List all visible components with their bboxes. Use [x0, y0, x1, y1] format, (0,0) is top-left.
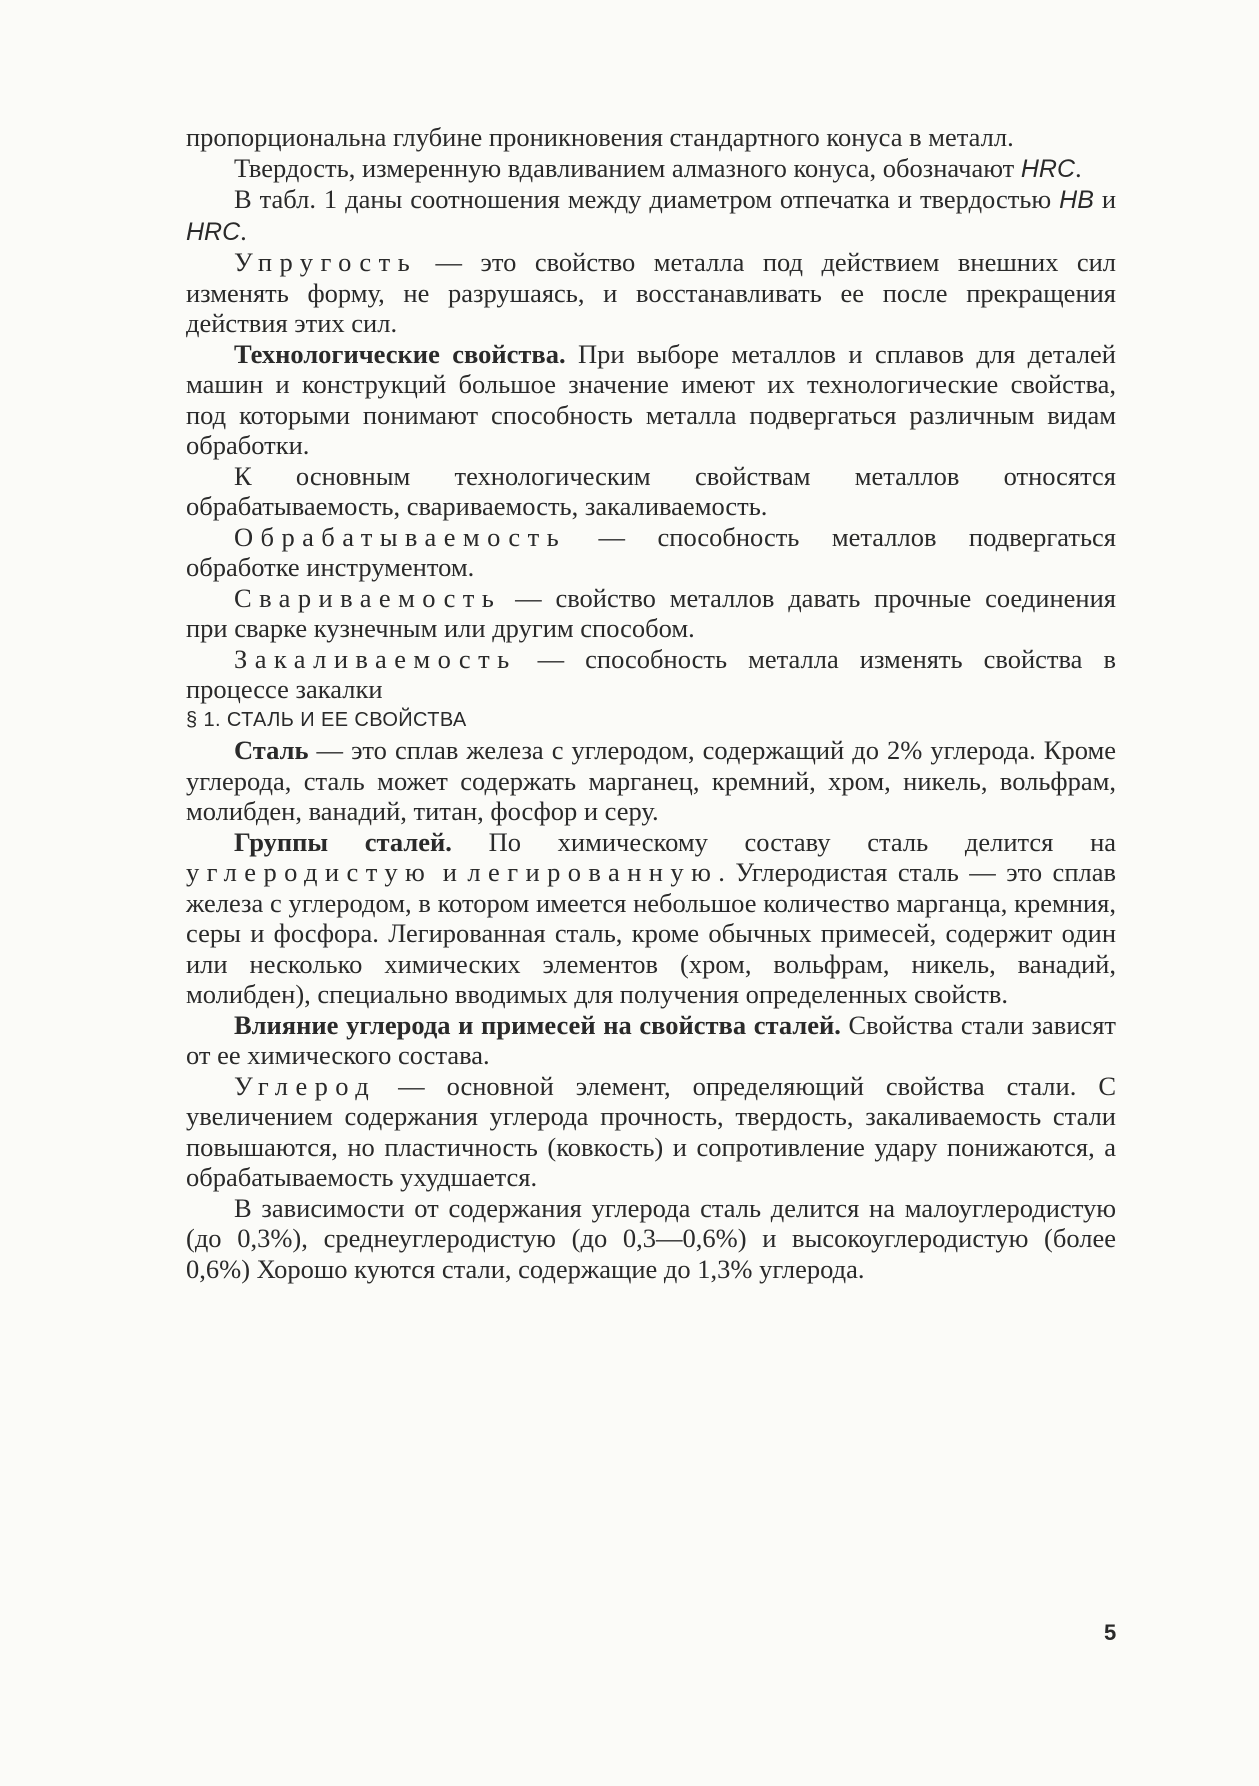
bold-lead: Технологические свойства. — [234, 338, 566, 369]
paragraph-text: — это свойство металла под действием внешних сил изменять форму, не разрушаясь, и восстанавливать ее после прекращения действия этих сил. — [186, 247, 1116, 338]
paragraph-text: По химическому составу сталь делится на — [451, 826, 1117, 857]
paragraph-text: пропорциональна глубине проникновения стандартного конуса в металл. — [186, 122, 1014, 152]
punctuation: . — [1075, 152, 1082, 183]
term-machinability: Обрабатываемость — [234, 521, 567, 552]
paragraph-text: К основным технологическим свойствам металлов относятся обрабатываемость, свариваемость, закаливаемость. — [186, 460, 1116, 521]
term-elasticity: Упругость — [234, 247, 418, 277]
paragraph-text: — основной элемент, определяющий свойства стали. С увеличением содержания углерода прочность, твердость, закаливаемость стали повышаются, но пластичность (ковкость) и сопротивление удару понижаются, а обрабатываемость ухудшается. — [186, 1070, 1116, 1192]
paragraph-table-ref — [186, 184, 1116, 247]
paragraph-hrc — [186, 153, 1116, 185]
paragraph-text: Свойства стали зависят от ее химического состава. — [186, 1009, 1116, 1070]
paragraph-main-tech-properties — [186, 461, 1116, 522]
paragraph-weldability — [186, 583, 1116, 644]
paragraph-steel-groups — [186, 827, 1116, 1010]
symbol-hrc: HRC — [186, 217, 241, 246]
term-hardenability: Закаливаемость — [234, 643, 517, 674]
paragraph-text: В зависимости от содержания углерода сталь делится на малоуглеродистую (до 0,3%), среднеуглеродистую (до 0,3—0,6%) и высокоуглеродистую (более 0,6%) Хорошо куются стали, содержащие до 1,3% углерода. — [186, 1192, 1116, 1284]
paragraph-elasticity — [186, 247, 1116, 339]
bold-lead: Группы сталей. — [234, 826, 452, 857]
paragraph-text: . Углеродистая сталь — это сплав железа с углеродом, в котором имеется небольшое количество марганца, кремния, серы и фосфора. Легированная сталь, кроме обычных примесей, содержит один или несколько химических элементов (хром, вольфрам, никель, ванадий, молибден), специально вводимых для получения определенных свойств. — [186, 857, 1116, 1009]
paragraph-carbon — [186, 1071, 1116, 1193]
paragraph-steel-definition — [186, 735, 1116, 827]
paragraph-text: Твердость, измеренную вдавливанием алмазного конуса, обозначают — [234, 152, 1021, 183]
punctuation: . — [240, 215, 247, 246]
paragraph-carbon-influence — [186, 1010, 1116, 1071]
paragraph-text: — способность металлов подвергаться обработке инструментом. — [186, 521, 1116, 582]
paragraph-text: — свойство металлов давать прочные соединения при сварке кузнечным или другим способом. — [186, 582, 1116, 643]
term-carbon: Углерод — [234, 1070, 377, 1101]
paragraph-text: В табл. 1 даны соотношения между диаметром отпечатка и твердостью — [234, 184, 1060, 214]
paragraph-machinability — [186, 522, 1116, 583]
term-carbon-steel: углеродистую — [186, 857, 433, 887]
bold-lead: Сталь — [234, 735, 309, 765]
paragraph-text: — это сплав железа с углеродом, содержащий до 2% углерода. Кроме углерода, сталь может содержать марганец, кремний, хром, никель, вольфрам, молибден, ванадий, титан, фосфор и серу. — [186, 735, 1116, 826]
paragraph-text: При выборе металлов и сплавов для деталей машин и конструкций большое значение имеют их технологические свойства, под которыми понимают способность металла подвергаться различным видам обработки. — [186, 338, 1116, 460]
paragraph-text: — способность металла изменять свойства в процессе закалки — [186, 643, 1116, 704]
conjunction: и — [432, 857, 468, 887]
paragraph-hardness-cone — [186, 122, 1116, 153]
paragraph-carbon-content — [186, 1193, 1116, 1285]
page-number: 5 — [1104, 1620, 1117, 1645]
term-weldability: Свариваемость — [234, 582, 502, 613]
paragraph-tech-properties — [186, 339, 1116, 461]
bold-lead: Влияние углерода и примесей на свойства сталей. — [234, 1009, 841, 1040]
term-alloy-steel: легированную — [467, 857, 719, 887]
symbol-hb: HB — [1059, 186, 1094, 214]
section-heading: § 1. СТАЛЬ И ЕЕ СВОЙСТВА — [186, 708, 467, 731]
page-body — [186, 122, 1116, 1284]
paragraph-hardenability — [186, 644, 1116, 705]
conjunction: и — [1093, 184, 1116, 214]
symbol-hrc: HRC — [1020, 154, 1076, 183]
